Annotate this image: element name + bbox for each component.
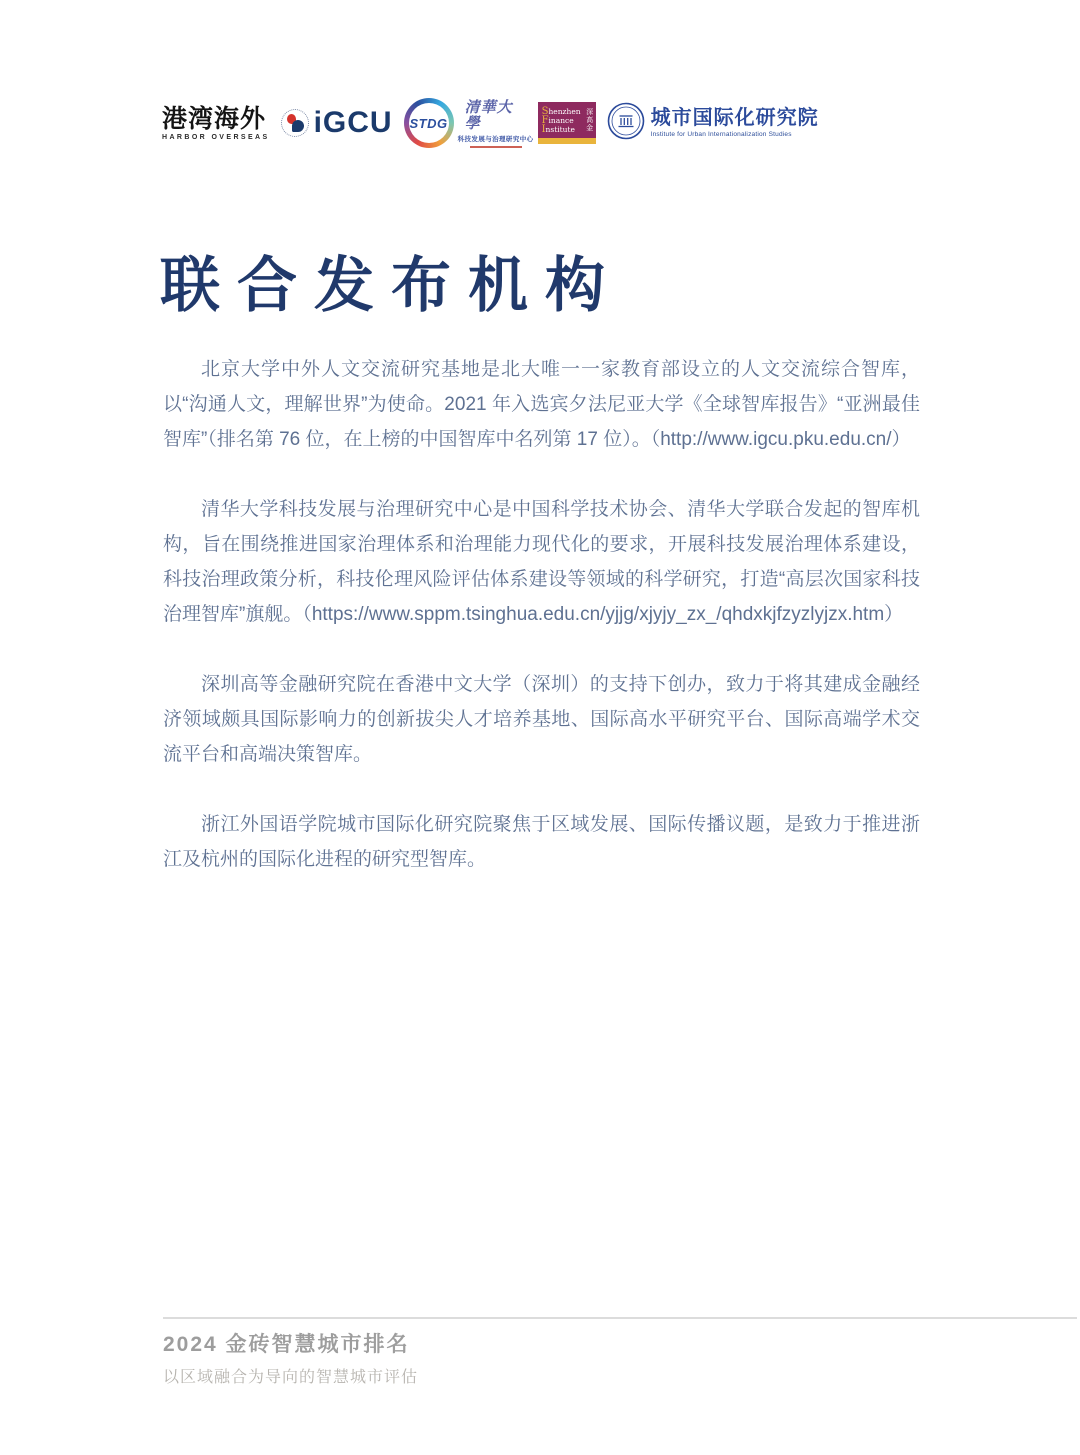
report-subtitle: 以区域融合为导向的智慧城市评估: [163, 1369, 419, 1386]
szfi-word-2: Finance: [541, 114, 574, 126]
tsinghua-red-line: [470, 146, 522, 148]
tsinghua-stdg-logo: [457, 97, 534, 148]
stdg-logo: [404, 98, 454, 148]
stdg-wordmark: STDG: [409, 115, 448, 131]
igcu-logo: [281, 106, 393, 140]
harbor-overseas-name: 港湾海外: [162, 104, 267, 133]
paragraph-shenzhen-finance: 深圳高等金融研究院在香港中文大学（深圳）的支持下创办，致力于将其建成金融经济领域颇具国际影响力的创新拔尖人才培养基地、国际高水平研究平台、国际高端学术交流平台和高端决策智库。: [163, 674, 920, 765]
paragraph-tsinghua-center: 清华大学科技发展与治理研究中心是中国科学技术协会、清华大学联合发起的智库机构，旨在围绕推进国家治理体系和治理能力现代化的要求，开展科技发展治理体系建设，科技治理政策分析，科技伦理风险评估体系建设等领域的科学研究，打造“高层次国家科技治理智库”旗舰。（https://www.sppm.tsinghua.edu.cn/yjjg/xjyjy_zx_/qhdxkjfzyzlyjzx.htm）: [163, 499, 920, 625]
uis-name: 城市国际化研究院: [650, 107, 819, 129]
partner-logos: [162, 97, 819, 149]
szfi-word-1: Shenzhen: [541, 105, 581, 117]
report-title: 2024 金砖智慧城市排名: [163, 1333, 410, 1356]
harbor-overseas-logo: [162, 106, 270, 141]
szfi-gold-strip: [538, 138, 596, 144]
paragraph-pku-igcu: 北京大学中外人文交流研究基地是北大唯一一家教育部设立的人文交流综合智库，以“沟通人文，理解世界”为使命。2021 年入选宾夕法尼亚大学《全球智库报告》“亚洲最佳智库”（排名第 76 位，在上榜的中国智库中名列第 17 位）。（http://www.igcu.pku.edu.cn/）: [163, 359, 920, 450]
urban-internationalization-institute-logo: [607, 102, 819, 145]
uis-seal-icon: [607, 102, 645, 145]
body-text: [163, 352, 920, 912]
page-title: 联合发布机构: [160, 252, 622, 319]
paragraph-zhejiang-institute: 浙江外国语学院城市国际化研究院聚焦于区域发展、国际传播议题，是致力于推进浙江及杭州的国际化进程的研究型智库。: [163, 814, 920, 870]
tsinghua-university-name: 清華大學: [464, 97, 513, 132]
tsinghua-center-name: 科技发展与治理研究中心: [457, 135, 534, 143]
igcu-emblem-icon: [281, 109, 309, 137]
harbor-overseas-name-en: HARBOR OVERSEAS: [162, 133, 270, 141]
shenzhen-finance-institute-logo: [538, 102, 596, 144]
uis-name-en: Institute for Urban Internationalization Studies: [650, 131, 792, 138]
szfi-cn-name: 深高金: [585, 108, 593, 132]
stdg-ring-icon: [404, 98, 454, 148]
igcu-wordmark: iGCU: [313, 106, 393, 139]
igcu-navy-shape-icon: [292, 120, 304, 132]
szfi-word-3: Institute: [541, 123, 575, 135]
page-footer: [163, 1317, 1077, 1387]
